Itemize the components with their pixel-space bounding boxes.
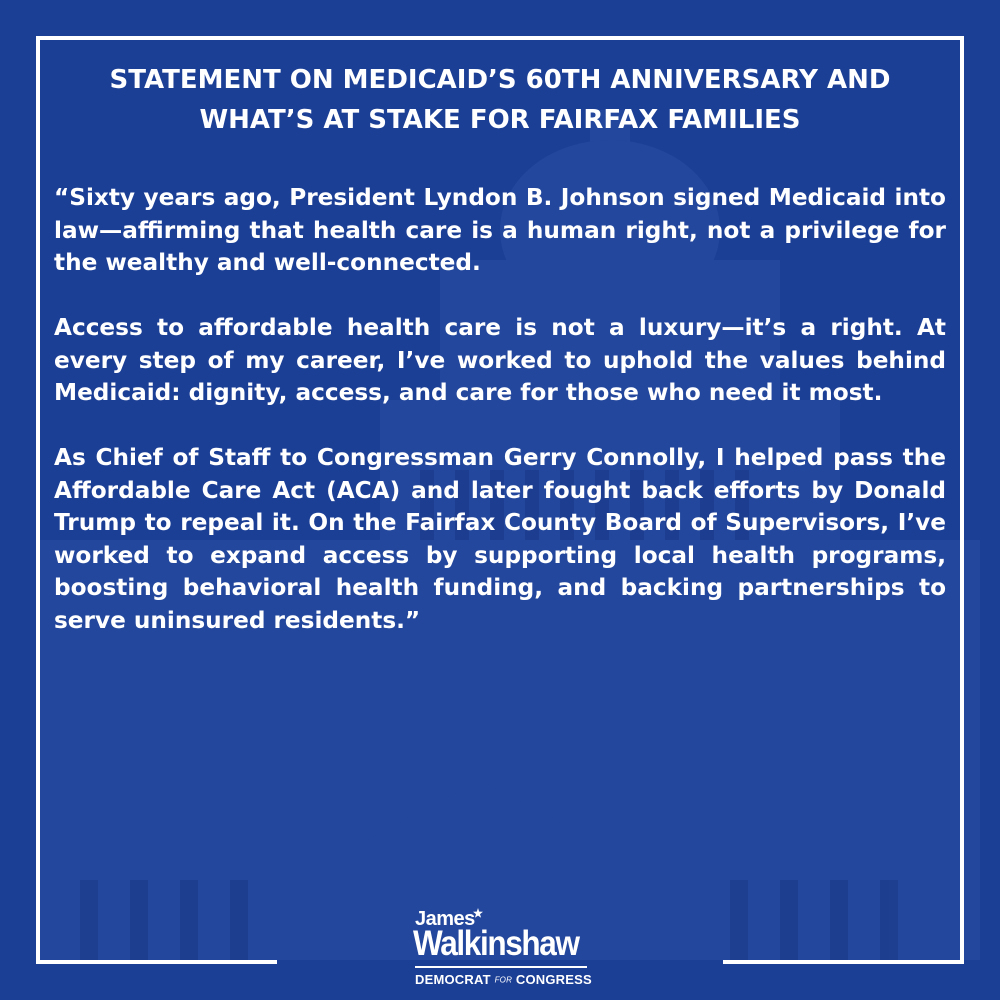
title-line-1: STATEMENT ON MEDICAID’S 60TH ANNIVERSARY AND xyxy=(109,65,891,95)
border-bottom-left xyxy=(36,960,277,964)
statement-body xyxy=(54,182,946,637)
campaign-logo xyxy=(413,908,592,988)
paragraph-1: “Sixty years ago, President Lyndon B. Johnson signed Medicaid into law—affirming that health care is a human right, not a privilege for the wealthy and well-connected. xyxy=(54,184,946,276)
statement-title xyxy=(60,60,940,140)
logo-first-name: James xyxy=(415,908,475,930)
star-icon xyxy=(473,908,483,918)
logo-tagline xyxy=(415,972,592,989)
logo-last-name: Walkinshaw xyxy=(413,924,579,963)
title-line-2: WHAT’S AT STAKE FOR FAIRFAX FAMILIES xyxy=(199,105,801,135)
tagline-democrat: DEMOCRAT xyxy=(415,972,491,987)
border-bottom-right xyxy=(723,960,964,964)
tagline-congress: CONGRESS xyxy=(515,972,592,987)
paragraph-2: Access to affordable health care is not a luxury—it’s a right. At every step of my career, I’ve worked to uphold the values behind Medicaid: dignity, access, and care for those who need it most. xyxy=(54,314,946,406)
paragraph-3: As Chief of Staff to Congressman Gerry Connolly, I helped pass the Affordable Care Act (ACA) and later fought back efforts by Donald Trump to repeal it. On the Fairfax County Board of Supervisors, I’ve worked to expand access by supporting local health programs, boosting behavioral health funding, and backing partnerships to serve uninsured residents.” xyxy=(54,444,946,634)
tagline-for: FOR xyxy=(494,975,513,985)
logo-divider xyxy=(415,966,587,968)
